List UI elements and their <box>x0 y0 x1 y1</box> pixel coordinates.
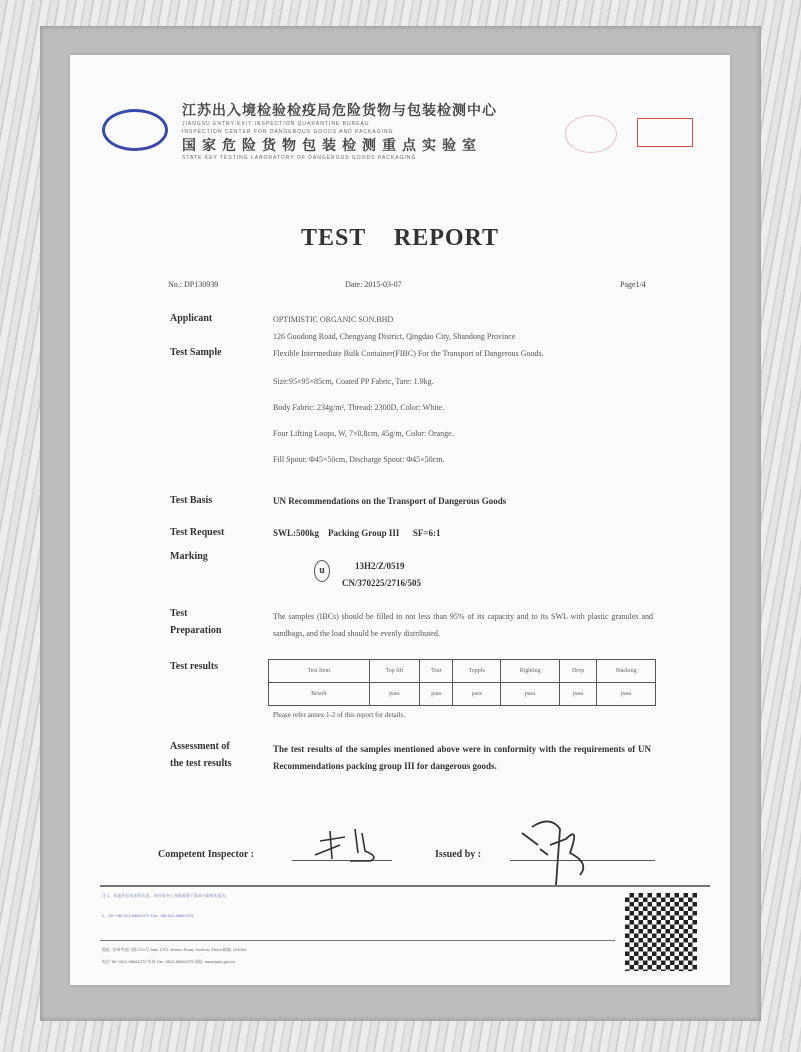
table-header: Tear <box>420 660 453 683</box>
table-cell: pass <box>559 683 596 706</box>
org-name-en-1: JIANGSU ENTRY-EXIT INSPECTION QUARANTINE BUREAU <box>182 121 370 127</box>
prep-label-2: Preparation <box>170 625 222 636</box>
table-cell: pass <box>597 683 656 706</box>
sample-line: Flexible Intermediate Bulk Container(FIBC) For the Transport of Dangerous Goods. <box>273 349 544 358</box>
un-symbol-icon: u <box>314 560 330 582</box>
report-number: No.: DP130939 <box>168 280 219 289</box>
test-report-document <box>70 55 730 985</box>
prep-label-1: Test <box>170 608 188 619</box>
footer-divider <box>100 885 710 887</box>
applicant-address: 126 Guodong Road, Chengyang District, Qingdao City, Shandong Province <box>273 332 516 341</box>
original-stamp <box>637 118 693 147</box>
test-preparation: The samples (IBCs) should be filled to not less than 95% of its capacity and to its SWL with plastic granules and sandbags, and the load should be evenly distributed. <box>273 612 653 638</box>
table-row <box>269 660 656 683</box>
marking-line-1: 13H2/Z/0519 <box>355 561 405 571</box>
lab-name-en: STATE KEY TESTING LABORATORY OF DANGEROUS GOODS PACKAGING <box>182 155 417 161</box>
table-cell: pass <box>453 683 501 706</box>
assess-label-2: the test results <box>170 758 232 769</box>
sample-line: Fill Spout: Φ45×50cm, Discharge Spout: Φ45×50cm. <box>273 455 445 464</box>
marking-label: Marking <box>170 551 208 562</box>
footer-address: 地址: 苏州市金门路1701号 Add: 1701 Jinmen Road, Suzhou, China 邮编: 215004 <box>102 947 247 952</box>
footer-note-1: 注 1、本报告仅对来样负责，未经本中心书面批准不得部分复制本报告。 <box>102 893 230 898</box>
report-date: Date: 2015-03-07 <box>345 280 402 289</box>
table-cell: pass <box>501 683 560 706</box>
page-number: Page1/4 <box>620 280 646 289</box>
table-row <box>269 683 656 706</box>
test-request: SWL:500kg Packing Group III SF=6:1 <box>273 528 441 538</box>
table-cell: pass <box>369 683 420 706</box>
table-header: Top lift <box>369 660 420 683</box>
request-label: Test Request <box>170 527 225 538</box>
org-name-en-2: INSPECTION CENTER FOR DANGEROUS GOODS AND PACKAGING <box>182 129 394 135</box>
results-label: Test results <box>170 661 219 672</box>
sample-label: Test Sample <box>170 347 222 358</box>
applicant-label: Applicant <box>170 313 213 324</box>
table-header: Righting <box>501 660 560 683</box>
assess-label-1: Assessment of <box>170 741 230 752</box>
lab-name-cn: 国家危险货物包装检测重点实验室 <box>182 138 482 154</box>
assessment: The test results of the samples mentioned above were in conformity with the requirements of UN Recommendations packing group III for dangerous goods. <box>273 744 651 771</box>
seal-stamp <box>565 115 617 153</box>
footer-contact: 电话 Tel: 0512-68661372 传真 Fax: 0512-68661375 网址: www.jsciq.gov.cn <box>102 959 236 964</box>
test-basis: UN Recommendations on the Transport of Dangerous Goods <box>273 496 507 506</box>
table-cell: pass <box>420 683 453 706</box>
footer-note-2: 2、Tel: +86-512-68661372 Fax: +86-512-68661375 <box>102 913 194 918</box>
inspector-signature <box>310 823 390 863</box>
table-cell: Result <box>269 683 370 706</box>
results-note: Please refer annex 1-2 of this report for details. <box>273 711 405 719</box>
basis-label: Test Basis <box>170 495 213 506</box>
org-name-cn: 江苏出入境检验检疫局危险货物与包装检测中心 <box>182 103 497 119</box>
sample-line: Body Fabric: 234g/m², Thread: 2300D, Color: White. <box>273 403 445 412</box>
inspector-label: Competent Inspector : <box>158 849 254 860</box>
sample-line: Size:95×95×85cm, Coated PP Fabric, Tare: 1.9kg. <box>273 377 434 386</box>
qr-code <box>625 893 697 971</box>
report-title: TEST REPORT <box>300 225 500 251</box>
table-header: Stacking <box>597 660 656 683</box>
issuer-signature <box>510 815 610 895</box>
footer-divider-2 <box>100 940 615 941</box>
sample-line: Four Lifting Loops, W, 7×0.8cm, 45g/m, Color: Orange. <box>273 429 454 438</box>
table-header: Topple <box>453 660 501 683</box>
results-table <box>268 659 656 706</box>
marking-line-2: CN/370225/2716/505 <box>342 578 422 588</box>
dptc-logo <box>102 109 168 151</box>
applicant-name: OPTIMISTIC ORGANIC SON.BHD <box>273 315 394 324</box>
table-header: Test Item <box>269 660 370 683</box>
issued-by-label: Issued by : <box>435 849 482 860</box>
table-header: Drop <box>559 660 596 683</box>
